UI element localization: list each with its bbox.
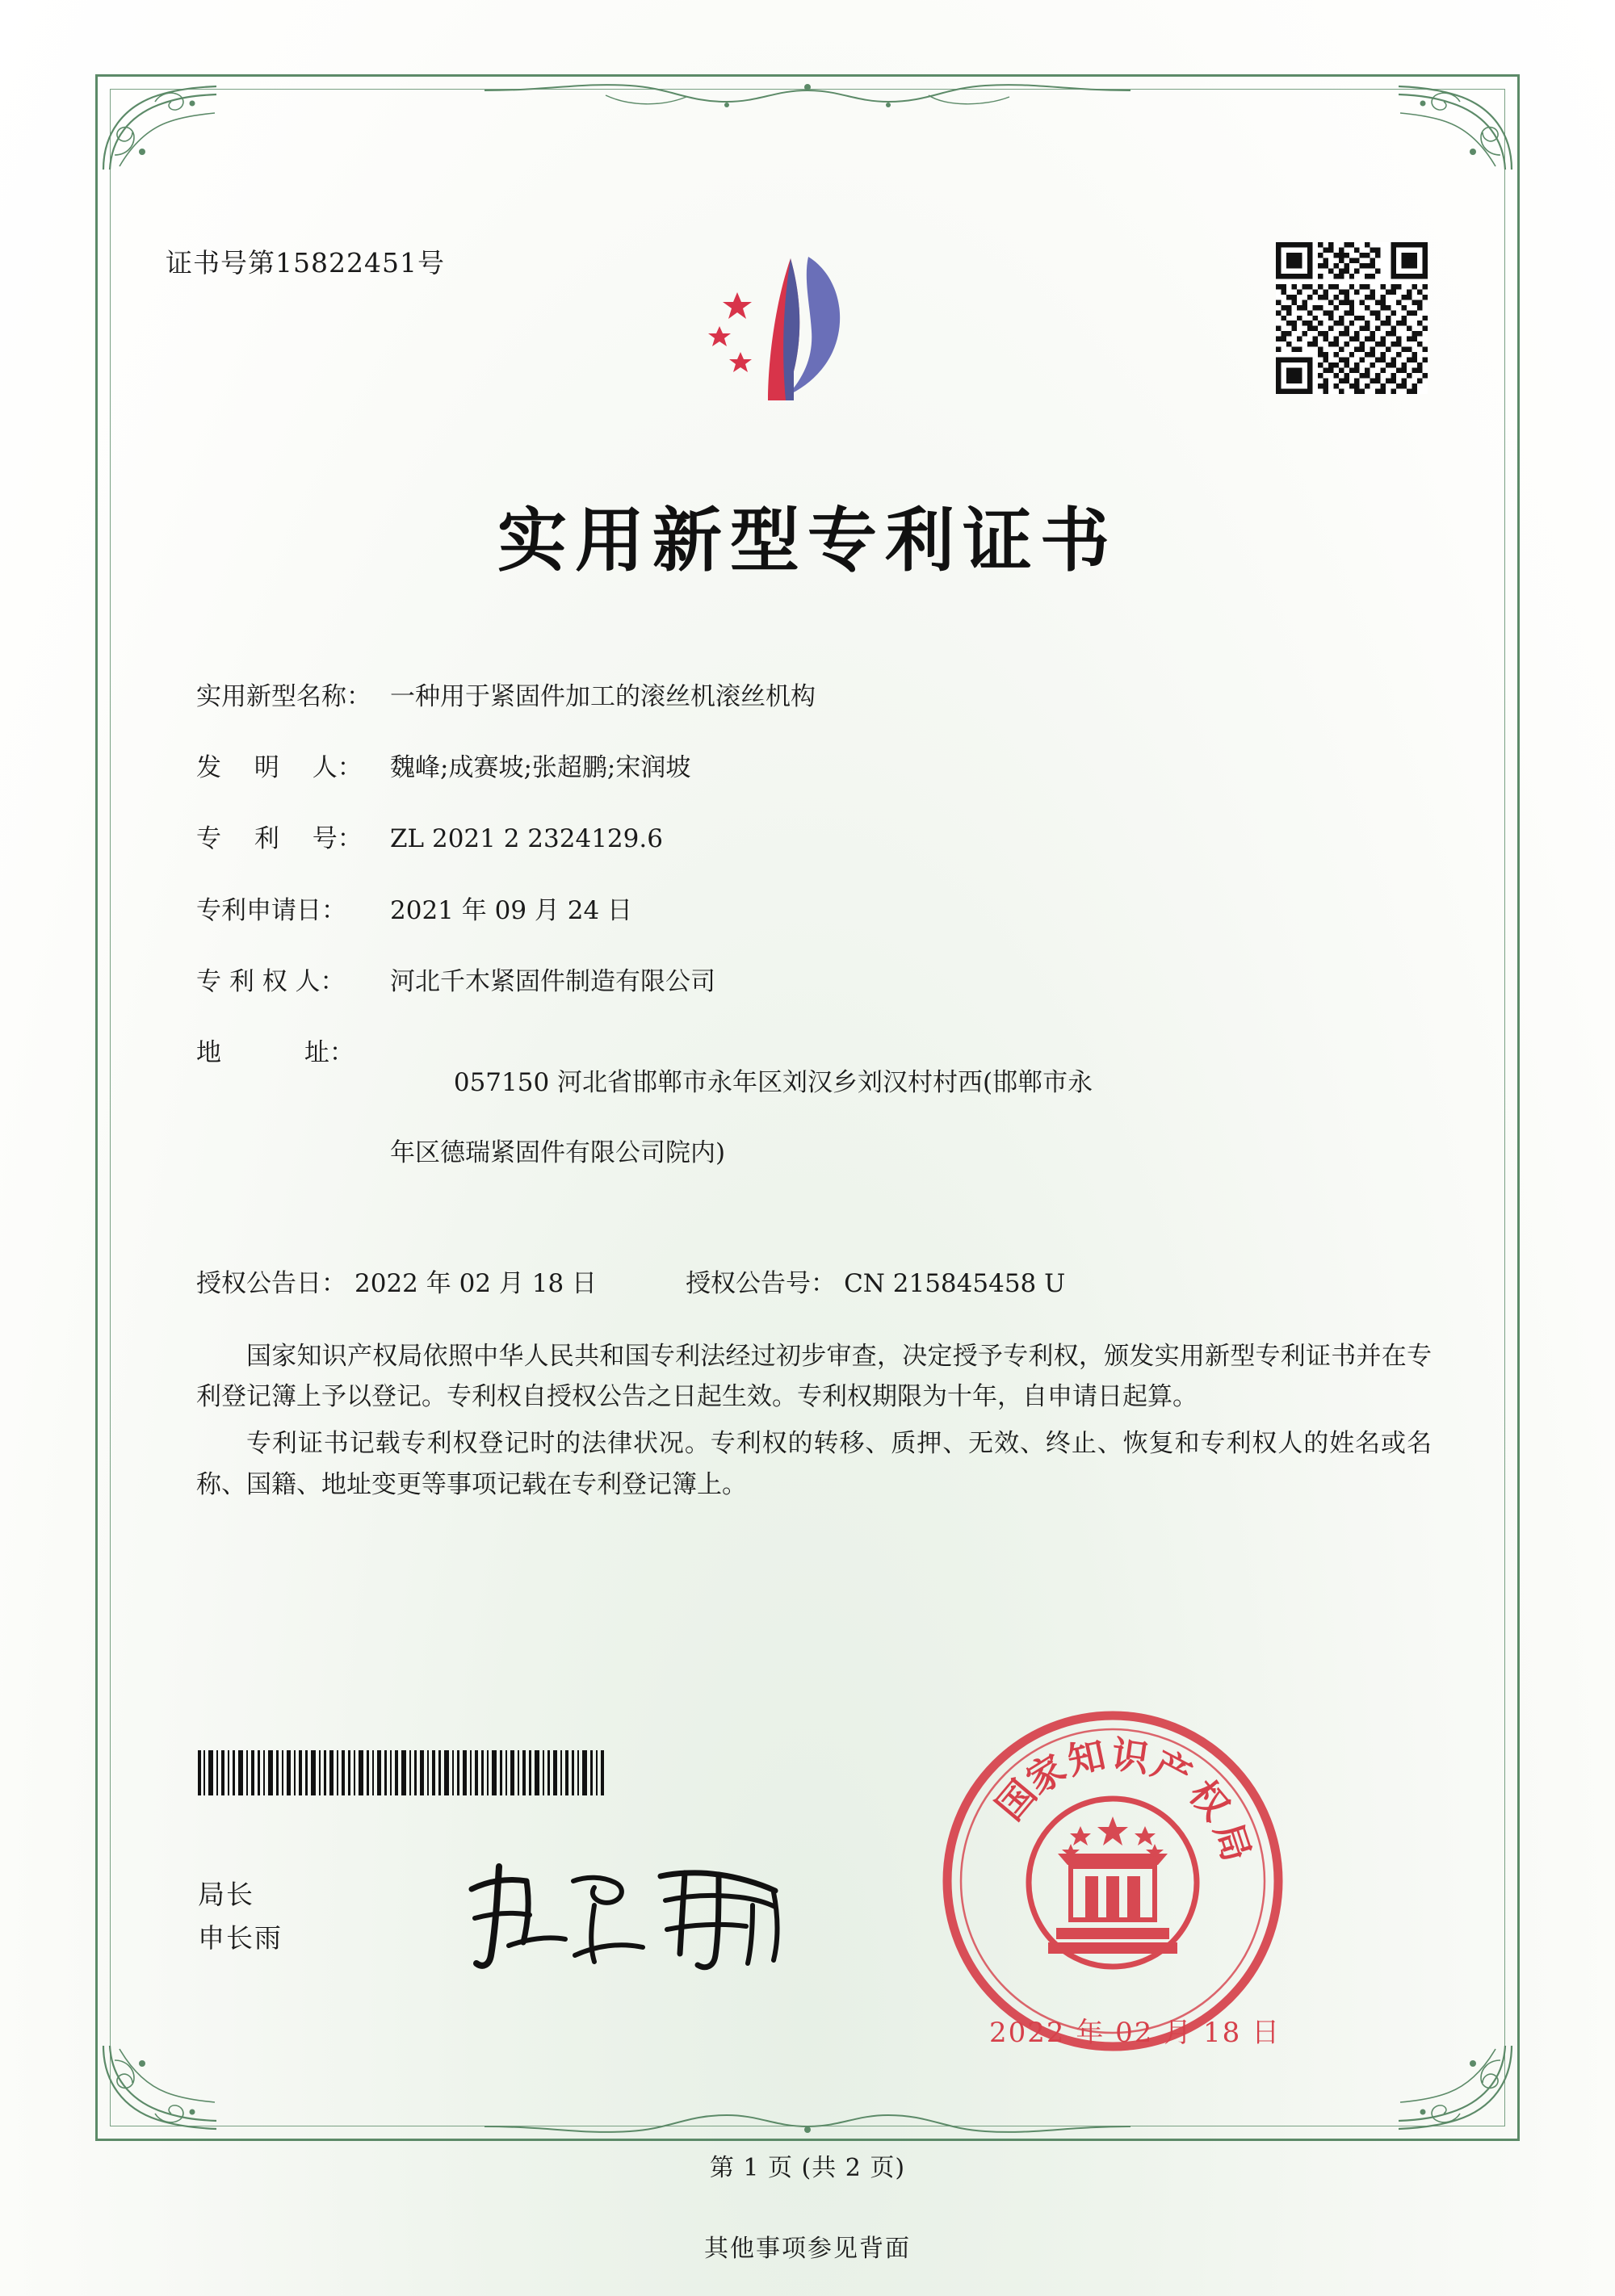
svg-text:识: 识 xyxy=(1109,1732,1152,1781)
grant-date-value: 2022 年 02 月 18 日 xyxy=(354,1269,598,1299)
field-application-date xyxy=(196,896,1424,926)
field-label: 专 利 号： xyxy=(196,824,363,854)
field-label: 专 利 权 人： xyxy=(196,966,346,996)
grant-date-label: 授权公告日： xyxy=(196,1269,346,1299)
address-line-1: 057150 河北省邯郸市永年区刘汉乡刘汉村村西(邯郸市永 xyxy=(453,1068,1093,1098)
svg-text:局: 局 xyxy=(1206,1817,1260,1867)
field-label: 发 明 人： xyxy=(196,753,363,783)
director-title: 局长 xyxy=(198,1879,254,1910)
field-patent-number xyxy=(196,824,1424,854)
paragraph-2: 专利证书记载专利权登记时的法律状况。专利权的转移、质押、无效、终止、恢复和专利权人的姓名或名称、国籍、地址变更等事项记载在专利登记簿上。 xyxy=(196,1429,1432,1499)
cnipa-logo-icon xyxy=(690,242,900,416)
field-patentee xyxy=(196,967,1424,997)
back-side-note: 其他事项参见背面 xyxy=(704,2235,911,2263)
certificate-fields xyxy=(196,682,1424,1331)
qr-code-icon xyxy=(1276,242,1428,394)
field-value: 魏峰;成赛坡;张超鹏;宋润坡 xyxy=(390,753,691,783)
barcode-icon xyxy=(198,1750,606,1795)
address-line-2: 年区德瑞紧固件有限公司院内) xyxy=(390,1138,726,1167)
paragraph-1: 国家知识产权局依照中华人民共和国专利法经过初步审查，决定授予专利权，颁发实用新型专利证书并在专利登记簿上予以登记。专利权自授权公告之日起生效。专利权期限为十年，自申请日起算。 xyxy=(196,1342,1432,1412)
field-label: 实用新型名称： xyxy=(196,682,371,711)
field-label: 地 址： xyxy=(196,1037,354,1067)
svg-text:家: 家 xyxy=(1018,1745,1074,1803)
field-value: 一种用于紧固件加工的滚丝机滚丝机构 xyxy=(390,682,816,711)
field-label: 专利申请日： xyxy=(196,895,346,925)
field-grant-row xyxy=(196,1269,1424,1299)
svg-text:权: 权 xyxy=(1181,1771,1238,1829)
svg-text:国: 国 xyxy=(988,1771,1045,1829)
field-value xyxy=(390,1038,1424,1228)
grant-number-label: 授权公告号： xyxy=(686,1269,837,1299)
handwritten-signature-icon xyxy=(452,1849,816,1978)
field-value: ZL 2021 2 2324129.6 xyxy=(390,824,663,854)
svg-text:产: 产 xyxy=(1145,1741,1199,1798)
top-border-ornament-icon xyxy=(484,78,1130,134)
director-name: 申长雨 xyxy=(198,1922,283,1955)
official-seal-icon xyxy=(935,1703,1290,2059)
signature-block xyxy=(198,1873,283,1961)
field-inventors xyxy=(196,753,1424,783)
field-address xyxy=(196,1038,1424,1228)
bottom-border-ornament-icon xyxy=(484,2083,1130,2139)
page-number: 第 1 页 (共 2 页) xyxy=(709,2154,906,2182)
page-title: 实用新型专利证书 xyxy=(497,500,1118,581)
grant-number-value: CN 215845458 U xyxy=(844,1269,1066,1299)
seal-date: 2022 年 02 月 18 日 xyxy=(989,2017,1282,2049)
field-value: 河北千木紧固件制造有限公司 xyxy=(390,966,715,996)
legal-text xyxy=(196,1336,1432,1511)
field-utility-model-name xyxy=(196,682,1424,712)
field-value: 2021 年 09 月 24 日 xyxy=(390,895,633,925)
svg-text:知: 知 xyxy=(1063,1732,1110,1783)
certificate-number: 证书号第15822451号 xyxy=(166,247,445,279)
